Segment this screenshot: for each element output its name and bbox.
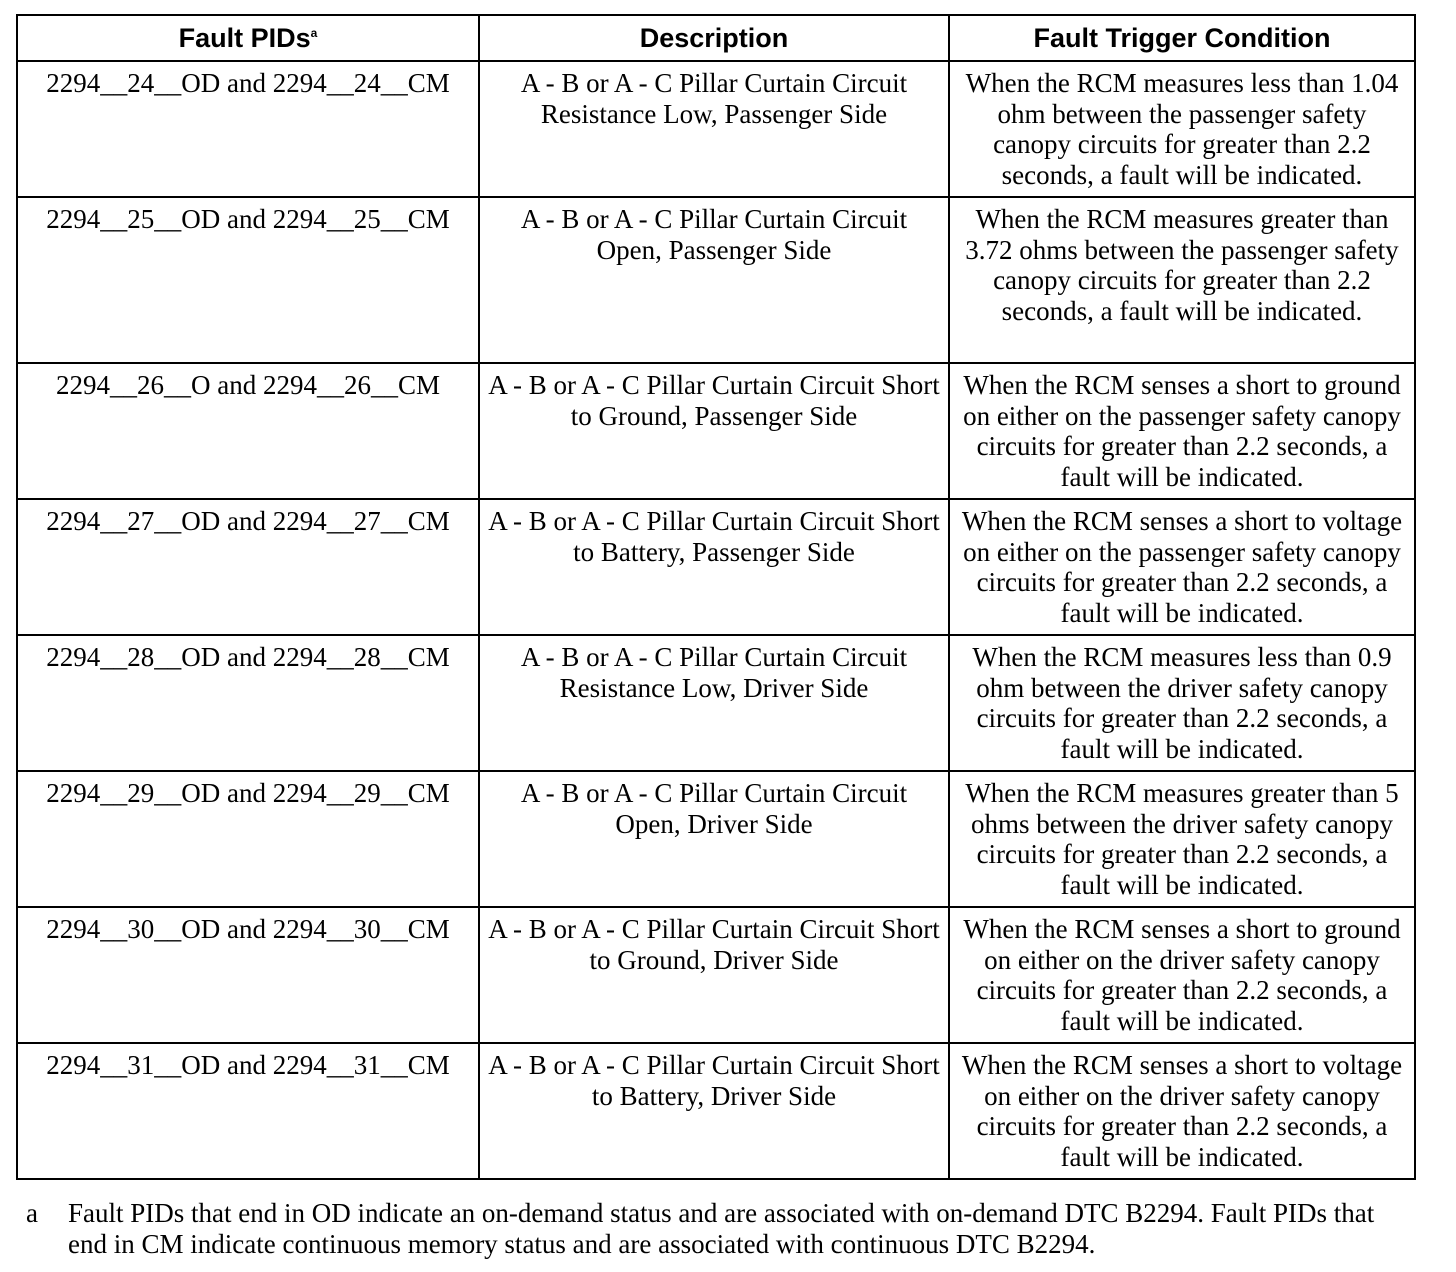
- header-fault-pids-label: Fault PIDs: [178, 23, 311, 53]
- condition-cell: When the RCM senses a short to ground on either on the passenger safety canopy circuits for greater than 2.2 seconds, a fault will be indicated.: [949, 363, 1415, 499]
- header-footnote-mark: a: [310, 26, 318, 40]
- description-cell: A - B or A - C Pillar Curtain Circuit Resistance Low, Driver Side: [479, 635, 949, 771]
- description-cell: A - B or A - C Pillar Curtain Circuit Open, Driver Side: [479, 771, 949, 907]
- pid-cell: 2294__29__OD and 2294__29__CM: [17, 771, 479, 907]
- description-cell: A - B or A - C Pillar Curtain Circuit Short to Ground, Passenger Side: [479, 363, 949, 499]
- condition-cell: When the RCM measures less than 0.9 ohm between the driver safety canopy circuits for greater than 2.2 seconds, a fault will be indicated.: [949, 635, 1415, 771]
- description-cell: A - B or A - C Pillar Curtain Circuit Open, Passenger Side: [479, 197, 949, 363]
- condition-cell: When the RCM senses a short to voltage on either on the passenger safety canopy circuits for greater than 2.2 seconds, a fault will be indicated.: [949, 499, 1415, 635]
- table-row: [17, 363, 1415, 499]
- condition-cell: When the RCM senses a short to ground on either on the driver safety canopy circuits for greater than 2.2 seconds, a fault will be indicated.: [949, 907, 1415, 1043]
- table-row: [17, 499, 1415, 635]
- footnote-text: Fault PIDs that end in OD indicate an on-demand status and are associated with on-demand DTC B2294. Fault PIDs that end in CM indicate continuous memory status and are associated with continuous DTC B2294.: [68, 1198, 1375, 1259]
- pid-cell: 2294__25__OD and 2294__25__CM: [17, 197, 479, 363]
- description-cell: A - B or A - C Pillar Curtain Circuit Short to Ground, Driver Side: [479, 907, 949, 1043]
- condition-cell: When the RCM measures greater than 5 ohms between the driver safety canopy circuits for greater than 2.2 seconds, a fault will be indicated.: [949, 771, 1415, 907]
- footnote-mark: a: [26, 1198, 38, 1228]
- header-fault-pids: [17, 15, 479, 61]
- table-footnote: [26, 1198, 1406, 1260]
- fault-pid-table: [16, 14, 1416, 1180]
- table-row: [17, 771, 1415, 907]
- table-header-row: [17, 15, 1415, 61]
- table-row: [17, 1043, 1415, 1179]
- pid-cell: 2294__30__OD and 2294__30__CM: [17, 907, 479, 1043]
- table-row: [17, 197, 1415, 363]
- pid-cell: 2294__24__OD and 2294__24__CM: [17, 61, 479, 197]
- pid-cell: 2294__31__OD and 2294__31__CM: [17, 1043, 479, 1179]
- condition-cell: When the RCM measures less than 1.04 ohm between the passenger safety canopy circuits for greater than 2.2 seconds, a fault will be indicated.: [949, 61, 1415, 197]
- pid-cell: 2294__28__OD and 2294__28__CM: [17, 635, 479, 771]
- pid-cell: 2294__27__OD and 2294__27__CM: [17, 499, 479, 635]
- description-cell: A - B or A - C Pillar Curtain Circuit Short to Battery, Driver Side: [479, 1043, 949, 1179]
- condition-cell: When the RCM measures greater than 3.72 ohms between the passenger safety canopy circuits for greater than 2.2 seconds, a fault will be indicated.: [949, 197, 1415, 363]
- pid-cell: 2294__26__O and 2294__26__CM: [17, 363, 479, 499]
- table-row: [17, 907, 1415, 1043]
- header-description: Description: [479, 15, 949, 61]
- table-row: [17, 635, 1415, 771]
- header-fault-trigger-condition: Fault Trigger Condition: [949, 15, 1415, 61]
- description-cell: A - B or A - C Pillar Curtain Circuit Resistance Low, Passenger Side: [479, 61, 949, 197]
- table-row: [17, 61, 1415, 197]
- description-cell: A - B or A - C Pillar Curtain Circuit Short to Battery, Passenger Side: [479, 499, 949, 635]
- condition-cell: When the RCM senses a short to voltage on either on the driver safety canopy circuits for greater than 2.2 seconds, a fault will be indicated.: [949, 1043, 1415, 1179]
